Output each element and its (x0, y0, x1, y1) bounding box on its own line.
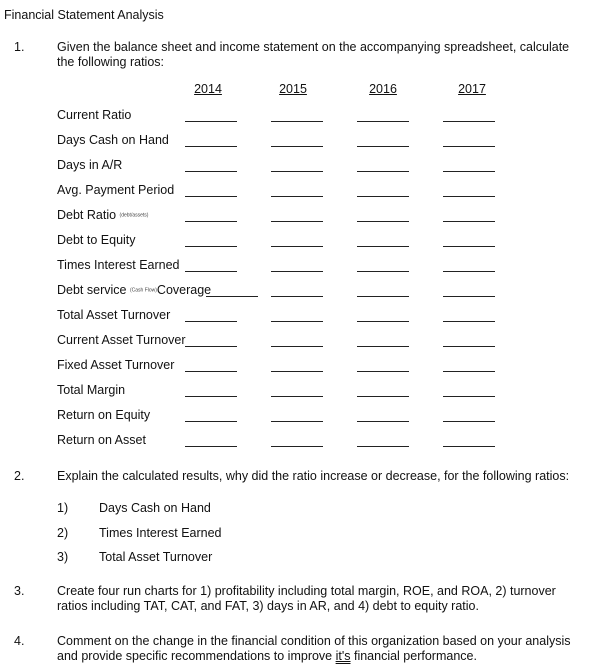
q4-text-word: it's (335, 649, 351, 663)
q4-number: 4. (14, 634, 25, 648)
answer-blank (185, 196, 237, 197)
answer-blank (271, 446, 323, 447)
answer-blank (271, 296, 323, 297)
q4-text-after: financial performance. (350, 649, 477, 663)
answer-blank (357, 446, 409, 447)
ratio-label: Avg. Payment Period (57, 183, 175, 197)
ratio-label: Fixed Asset Turnover (57, 358, 175, 372)
answer-blank (357, 171, 409, 172)
answer-blank (185, 121, 237, 122)
answer-blank (271, 171, 323, 172)
q4-text (57, 634, 577, 664)
q4-text-before: Comment on the change in the financial condition of this organization based on your analysis and provide specific recommendations to improve (57, 634, 571, 663)
year-header-2014: 2014 (194, 82, 222, 96)
ratio-label-debt-ratio (57, 208, 148, 222)
answer-blank (185, 371, 237, 372)
q2-item (57, 526, 222, 540)
answer-blank (443, 146, 495, 147)
answer-blank (443, 446, 495, 447)
answer-blank (357, 421, 409, 422)
answer-blank (357, 371, 409, 372)
ratio-label: Days in A/R (57, 158, 123, 172)
answer-blank (185, 446, 237, 447)
ratio-label: Debt to Equity (57, 233, 136, 247)
answer-blank (185, 346, 237, 347)
answer-blank (443, 121, 495, 122)
answer-blank (443, 396, 495, 397)
q3-number: 3. (14, 584, 25, 598)
answer-blank (357, 221, 409, 222)
answer-blank (357, 396, 409, 397)
q2-item-number: 1) (57, 501, 69, 515)
answer-blank (185, 146, 237, 147)
answer-blank (357, 321, 409, 322)
ratio-label: Times Interest Earned (57, 258, 180, 272)
answer-blank (443, 221, 495, 222)
q2-item-label: Total Asset Turnover (99, 550, 213, 564)
answer-blank (357, 121, 409, 122)
answer-blank (271, 271, 323, 272)
answer-blank (357, 296, 409, 297)
answer-blank (185, 246, 237, 247)
answer-blank (443, 171, 495, 172)
answer-blank (443, 271, 495, 272)
q3-text: Create four run charts for 1) profitability including total margin, ROE, and ROA, 2) turnover ratios including TAT, CAT, and FAT, 3) days in AR, and 4) debt to equity ratio. (57, 584, 556, 613)
ratio-label: Return on Asset (57, 433, 146, 447)
answer-blank (443, 346, 495, 347)
answer-blank (271, 371, 323, 372)
page-title: Financial Statement Analysis (4, 8, 164, 22)
q1-number: 1. (14, 40, 25, 54)
ratio-note: (debt/assets) (119, 212, 149, 219)
answer-blank (271, 246, 323, 247)
answer-blank (271, 196, 323, 197)
ratio-label: Total Margin (57, 383, 126, 397)
q2-item-label: Times Interest Earned (99, 526, 222, 540)
answer-blank (271, 346, 323, 347)
year-header-2015: 2015 (279, 82, 307, 96)
answer-blank (357, 196, 409, 197)
answer-blank (185, 221, 237, 222)
answer-blank (443, 246, 495, 247)
q2-text: Explain the calculated results, why did the ratio increase or decrease, for the following ratios: (57, 469, 570, 483)
q2-item-number: 3) (57, 550, 69, 564)
answer-blank (443, 421, 495, 422)
ratio-label: Return on Equity (57, 408, 151, 422)
ratio-label: Total Asset Turnover (57, 308, 171, 322)
q2-item-number: 2) (57, 526, 69, 540)
ratio-label: Days Cash on Hand (57, 133, 169, 147)
answer-blank (357, 146, 409, 147)
q2-item-label: Days Cash on Hand (99, 501, 211, 515)
answer-blank (185, 421, 237, 422)
answer-blank (443, 371, 495, 372)
answer-blank (185, 321, 237, 322)
answer-blank (357, 246, 409, 247)
ratio-label: Current Asset Turnover (57, 333, 186, 347)
answer-blank (271, 146, 323, 147)
year-header-2016: 2016 (369, 82, 397, 96)
answer-blank (271, 421, 323, 422)
q2-item (57, 501, 211, 515)
q1-text: Given the balance sheet and income statement on the accompanying spreadsheet, calculate the following ratios: (57, 40, 570, 69)
answer-blank (271, 396, 323, 397)
year-header-2017: 2017 (458, 82, 486, 96)
answer-blank (271, 121, 323, 122)
answer-blank (206, 296, 258, 297)
ratio-label-debt-service (57, 283, 211, 297)
q2-number: 2. (14, 469, 25, 483)
answer-blank (443, 296, 495, 297)
answer-blank (271, 221, 323, 222)
answer-blank (185, 171, 237, 172)
q2-item (57, 550, 212, 564)
answer-blank (357, 346, 409, 347)
answer-blank (357, 271, 409, 272)
ratio-label: Current Ratio (57, 108, 132, 122)
ratio-label-suffix: Coverage (156, 283, 212, 297)
ratio-label: Debt service (57, 283, 127, 297)
ratio-note: (Cash Flow) (129, 287, 157, 294)
answer-blank (443, 196, 495, 197)
ratio-label: Debt Ratio (57, 208, 117, 222)
answer-blank (271, 321, 323, 322)
answer-blank (185, 396, 237, 397)
answer-blank (443, 321, 495, 322)
answer-blank (185, 271, 237, 272)
